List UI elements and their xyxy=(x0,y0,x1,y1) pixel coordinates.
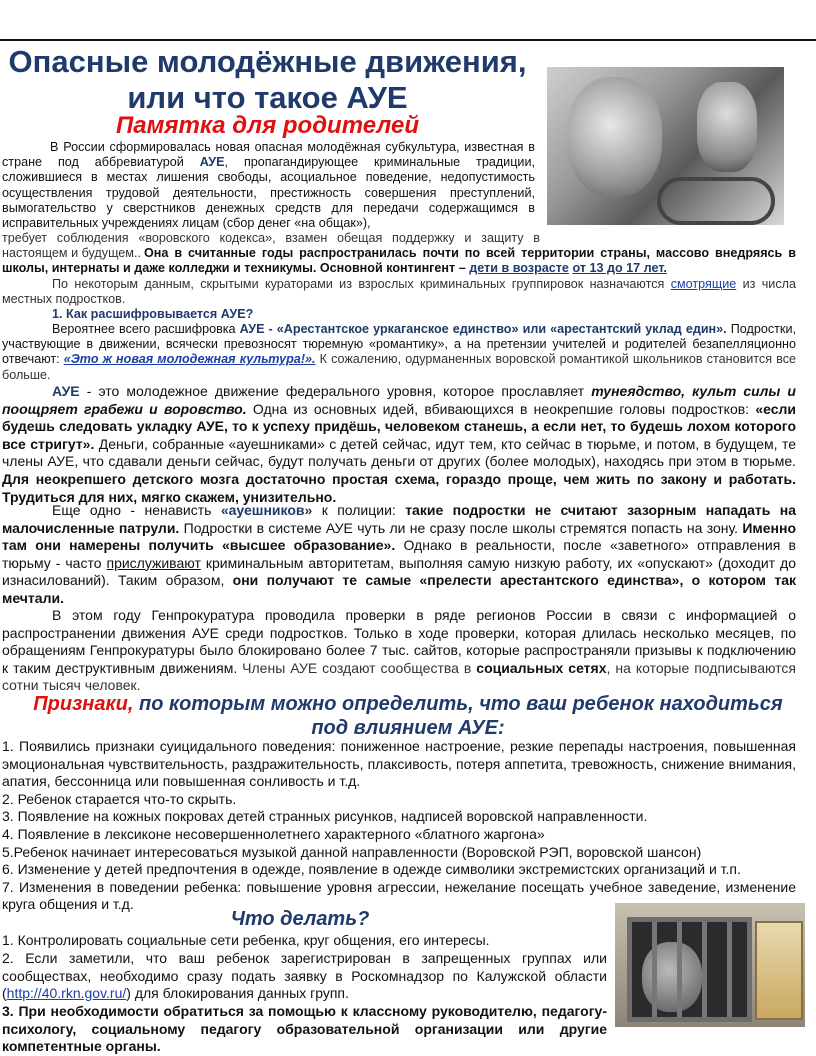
aue-paragraph: АУЕ - это молодежное движение федерального уровня, которое прославляет тунеядство, культ силы и поощряет грабежи и воровство. Одна из основных идей, вбивающихся в неокрепшие головы подростков: «если будешь следовать укладку АУЕ, то к успеху придёшь, человеком станешь, а если нет, то будешь лохом которого все стригут». Деньги, собранные «ауешниками» с детей сейчас, идут тем, кто сейчас в тюрьме, и потом, в будущем, те члены АУЕ, что сдавали деньги сейчас, будут получать деньги от других (более молодых), находясь при этом в тюрьме. Для неокрепшего детского мозга достаточно простая схема, гораздо проще, чем жить по закону и работать. Трудиться для них, мягко скажем, унизительно. xyxy=(2,383,796,505)
decode-paragraph: Вероятнее всего расшифровка АУЕ - «Арестантское уркаганское единство» или «арестантский уклад един». Подростки, участвующие в движении, всячески превозносят тюремную «романтику», а на претензии учителей и родителей безапелляционно отвечают: «Это ж новая молодежная культура!». К сожалению, одурманенных воровской романтикой школьников становится все больше. xyxy=(2,322,796,382)
list-item: 7. Изменения в поведении ребенка: повышение уровня агрессии, нежелание посещать учебное заведение, изменение круга общения и т.д. xyxy=(2,878,796,913)
intro-paragraph-cont2: Она в считанные годы распространилась почти по всей территории страны, массово внедряясь в школы, интернаты и даже колледжи и техникумы. Основной контингент – дети в возрасте от 13 до 17 лет. xyxy=(2,246,796,276)
watchers-link[interactable]: смотрящие xyxy=(670,277,737,291)
signs-heading: Признаки, по которым можно определить, что ваш ребенок находиться под влиянием АУЕ: xyxy=(33,693,783,739)
list-item: 1. Появились признаки суицидального поведения: пониженное настроение, резкие перепады настроения, повышенная эмоциональная чувствительность, раздражительность, плаксивость, потеря аппетита, тревожность, снижение внимания, апатия, бессонница или повышенная сонливость и т.д. xyxy=(2,738,796,790)
prison-photo xyxy=(615,903,805,1027)
page-title xyxy=(0,44,535,116)
curators-paragraph: По некоторым данным, скрытыми кураторами из взрослых криминальных группировок назначаются смотрящие из числа местных подростков. xyxy=(2,277,796,307)
list-item: 4. Появление в лексиконе несовершеннолетнего характерного «блатного жаргона» xyxy=(2,825,545,842)
teenager-photo xyxy=(547,67,784,225)
list-item: 2. Ребенок старается что-то скрыть. xyxy=(2,790,237,807)
page-subtitle: Памятка для родителей xyxy=(116,112,419,139)
intro-paragraph-cont: требует соблюдения «воровского кодекса», взамен обещая поддержку и защиту в настоящем и будущем.. xyxy=(2,231,540,261)
todo-item-2: 2. Если заметили, что ваш ребенок зарегистрирован в запрещенных группах или сообществах, необходимо сразу подать заявку в Роскомнадзор по Калужской области (http://40.rkn.gov.ru/) для блокирования данных групп. xyxy=(2,950,607,1002)
police-paragraph: Еще одно - ненависть «ауешников» к полиции: такие подростки не считают зазорным нападать на малочисленные патрули. Подростки в системе АУЕ чуть ли не сразу после школы стремятся попасть на зону. Именно там они намерены получить «высшее образование». Однако в реальности, после «заветного» отправления в тюрьму - часто прислуживают криминальным авторитетам, выполняя самую низкую работу, их «опускают» (доходит до изнасилований). Таким образом, они получают те самые «прелести арестантского единства», о котором так мечтали. xyxy=(2,502,796,606)
rkn-link[interactable]: http://40.rkn.gov.ru/ xyxy=(6,985,127,1002)
list-item: 3. Появление на кожных покровах детей странных рисунков, надписей воровской направленности. xyxy=(2,808,648,825)
prosecutor-paragraph: В этом году Генпрокуратура проводила проверки в ряде регионов России в связи с информацией о распространении движения АУЕ среди подростков. Только в ходе проверки, которая длилась несколько месяцев, по обращениям Генпрокуратуры было блокировано более 7 тыс. сайтов, которые распространяли призывы к подключению к таким деструктивным движениям. Члены АУЕ создают сообщества в социальных сетях, на которые подписываются сотни тысяч человек. xyxy=(2,607,797,694)
todo-item-3: 3. При необходимости обратиться за помощью к классному руководителю, педагогу-психологу, социальному педагогу образовательной организации или другие компетентные органы. xyxy=(2,1003,607,1055)
title-line-2: или что такое АУЕ xyxy=(127,80,408,115)
todo-item-1: 1. Контролировать социальные сети ребенка, круг общения, его интересы. xyxy=(2,932,490,948)
list-item: 6. Изменение у детей предпочтения в одежде, появление в одежде символики экстремистских организаций и т.п. xyxy=(2,861,741,878)
intro-paragraph: В России сформировалась новая опасная молодёжная субкультура, известная в стране под аббревиатурой АУЕ, пропагандирующее криминальные традиции, сложившиеся в местах лишения свободы, асоциальное поведение, недопустимость осуществления трудовой деятельности, престижность совершения преступлений, вымогательство у сверстников денежных средств для передачи содержащимся в исправительных учреждениях лицам (сбор денег «на общак»), xyxy=(2,140,535,231)
top-rule xyxy=(0,39,816,41)
signs-list xyxy=(2,738,796,914)
question-decode: 1. Как расшифровывается АУЕ? xyxy=(52,307,254,321)
list-item: 5.Ребенок начинает интересоваться музыкой данной направленности (Воровской РЭП, воровской шансон) xyxy=(2,843,702,860)
title-line-1: Опасные молодёжные движения, xyxy=(8,44,527,79)
todo-heading: Что делать? xyxy=(230,908,370,930)
